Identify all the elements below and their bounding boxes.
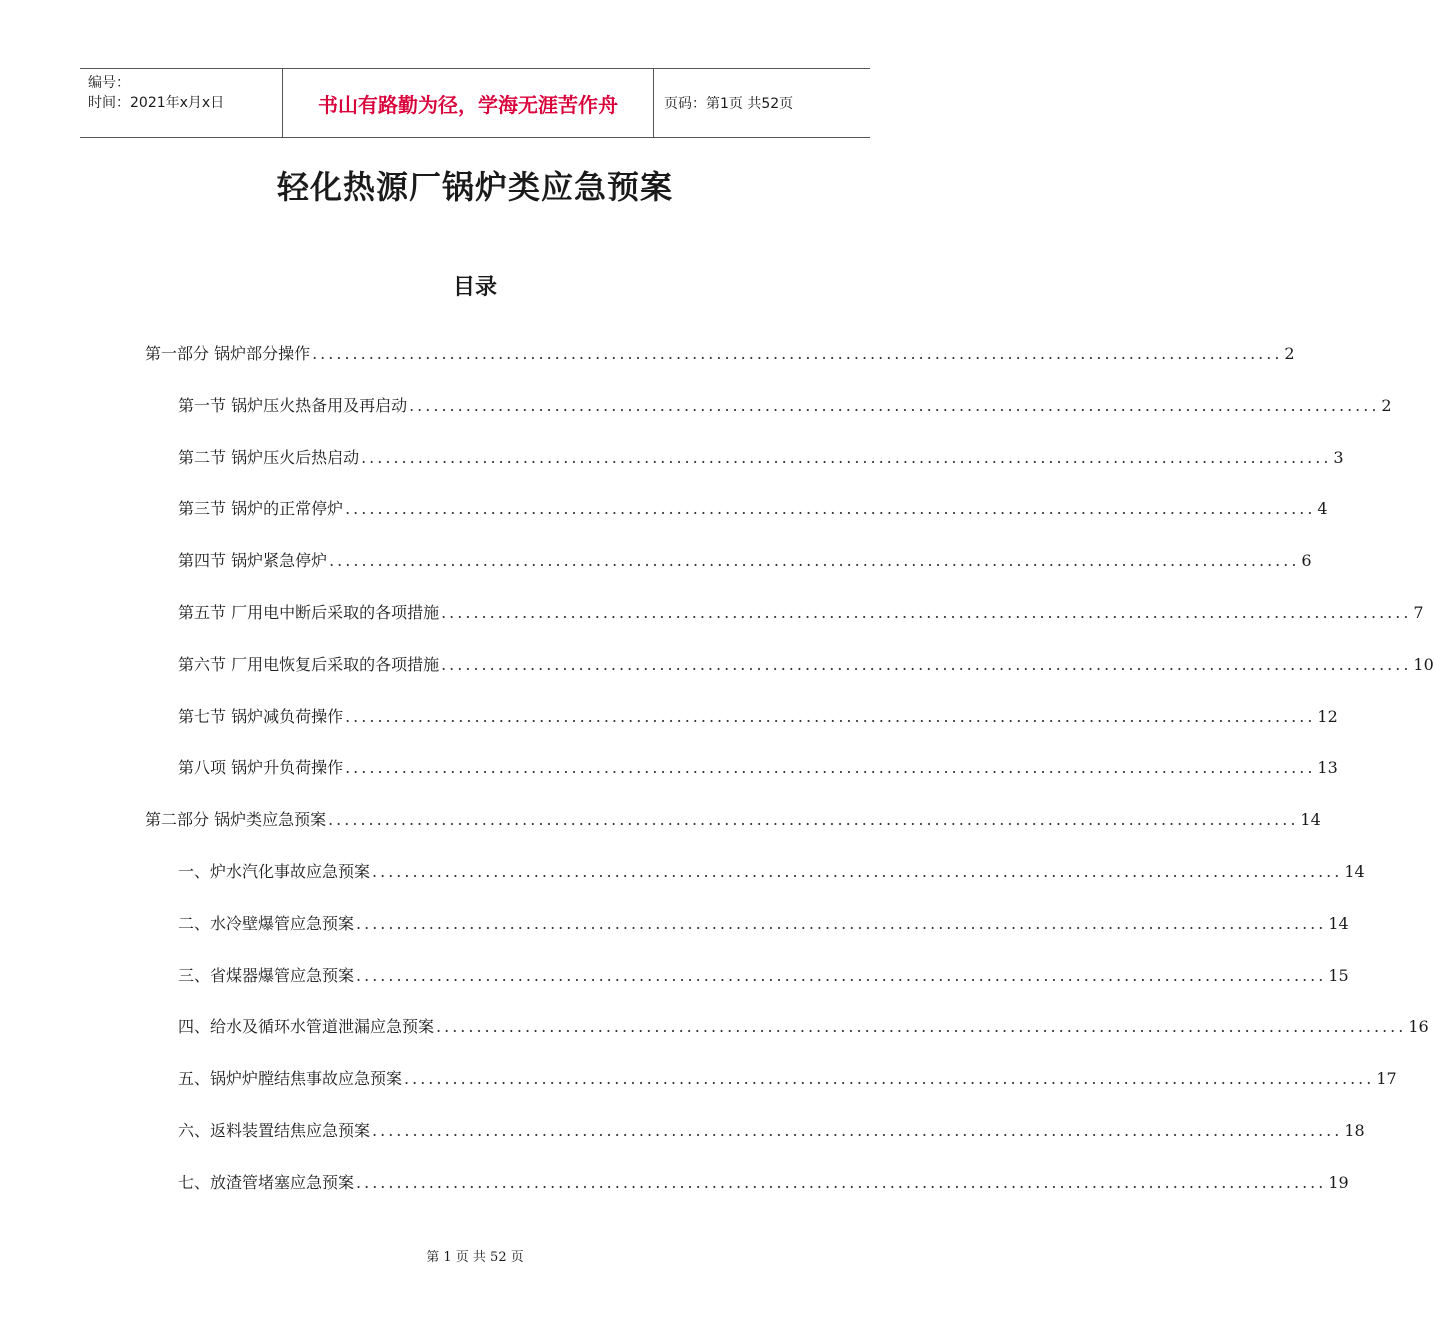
toc-entry-page: 10 [1413, 655, 1434, 674]
toc-entry-label: 第二节 锅炉压火后热启动 [178, 448, 360, 467]
toc-leader-dots: ........................................................................................................................ [441, 655, 1412, 674]
toc-entry-page: 12 [1317, 707, 1338, 726]
toc-entry-label: 二、水冷壁爆管应急预案 [178, 914, 355, 933]
toc-entry[interactable] [178, 912, 1349, 936]
toc-entry[interactable] [178, 1171, 1349, 1195]
toc-leader-dots: ........................................................................................................................ [441, 603, 1412, 622]
toc-entry-label: 第三节 锅炉的正常停炉 [178, 499, 344, 518]
toc-entry-label: 第五节 厂用电中断后采取的各项措施 [178, 603, 440, 622]
toc-entry-page: 17 [1376, 1069, 1397, 1088]
toc-entry-page: 4 [1317, 499, 1328, 518]
toc-entry-page: 13 [1317, 758, 1338, 777]
toc-leader-dots: ........................................................................................................................ [356, 914, 1327, 933]
toc-entry-page: 2 [1284, 344, 1295, 363]
toc-entry-page: 19 [1328, 1173, 1349, 1192]
toc-entry-label: 六、返料装置结焦应急预案 [178, 1121, 371, 1140]
toc-entry-page: 14 [1344, 862, 1365, 881]
toc-leader-dots: ........................................................................................................................ [345, 499, 1316, 518]
toc-entry[interactable] [178, 1015, 1429, 1039]
toc-entry-page: 14 [1300, 810, 1321, 829]
toc-entry[interactable] [178, 860, 1365, 884]
toc-entry[interactable] [178, 549, 1312, 573]
toc-leader-dots: ........................................................................................................................ [372, 1121, 1343, 1140]
document-title: 轻化热源厂锅炉类应急预案 [276, 168, 673, 206]
toc-entry[interactable] [178, 1067, 1397, 1091]
toc-leader-dots: ........................................................................................................................ [404, 1069, 1375, 1088]
page-footer: 第 1 页 共 52 页 [426, 1250, 524, 1265]
toc-entry-page: 15 [1328, 966, 1349, 985]
toc-leader-dots: ........................................................................................................................ [372, 862, 1343, 881]
toc-entry-page: 2 [1381, 396, 1392, 415]
toc-leader-dots: ........................................................................................................................ [436, 1017, 1407, 1036]
toc-entry[interactable] [178, 756, 1338, 780]
toc-leader-dots: ........................................................................................................................ [329, 551, 1300, 570]
toc-entry-label: 第一节 锅炉压火热备用及再启动 [178, 396, 408, 415]
toc-entry-label: 第六节 厂用电恢复后采取的各项措施 [178, 655, 440, 674]
toc-leader-dots: ........................................................................................................................ [312, 344, 1283, 363]
toc-leader-dots: ........................................................................................................................ [356, 1173, 1327, 1192]
toc-entry[interactable] [178, 601, 1424, 625]
toc-entry-page: 18 [1344, 1121, 1365, 1140]
toc-entry[interactable] [178, 497, 1328, 521]
toc-entry-label: 第二部分 锅炉类应急预案 [145, 810, 327, 829]
toc-entry[interactable] [145, 808, 1321, 832]
toc-entry[interactable] [178, 394, 1392, 418]
toc-entry-label: 第一部分 锅炉部分操作 [145, 344, 311, 363]
toc-entry-label: 第七节 锅炉减负荷操作 [178, 707, 344, 726]
toc-entry-label: 七、放渣管堵塞应急预案 [178, 1173, 355, 1192]
toc-entry[interactable] [178, 964, 1349, 988]
toc-entry[interactable] [145, 342, 1295, 366]
toc-entry[interactable] [178, 446, 1344, 470]
toc-entry[interactable] [178, 653, 1434, 677]
toc-leader-dots: ........................................................................................................................ [356, 966, 1327, 985]
toc-entry-label: 四、给水及循环水管道泄漏应急预案 [178, 1017, 435, 1036]
toc-entry[interactable] [178, 705, 1338, 729]
toc-leader-dots: ........................................................................................................................ [328, 810, 1299, 829]
toc-leader-dots: ........................................................................................................................ [361, 448, 1332, 467]
toc-entry-page: 3 [1333, 448, 1344, 467]
toc-leader-dots: ........................................................................................................................ [409, 396, 1380, 415]
toc-entry-page: 14 [1328, 914, 1349, 933]
toc-entry-label: 第八项 锅炉升负荷操作 [178, 758, 344, 777]
document-date-label: 时间：2021年x月x日 [88, 95, 225, 111]
toc-heading: 目录 [452, 275, 497, 300]
document-number-label: 编号： [88, 75, 130, 91]
header-page-info: 页码：第1页 共52页 [664, 96, 794, 112]
toc-leader-dots: ........................................................................................................................ [345, 707, 1316, 726]
toc-entry-label: 五、锅炉炉膛结焦事故应急预案 [178, 1069, 403, 1088]
toc-entry[interactable] [178, 1119, 1365, 1143]
header-motto: 书山有路勤为径，学海无涯苦作舟 [282, 69, 654, 137]
toc-leader-dots: ........................................................................................................................ [345, 758, 1316, 777]
toc-entry-page: 6 [1301, 551, 1312, 570]
toc-entry-label: 第四节 锅炉紧急停炉 [178, 551, 328, 570]
toc-entry-page: 16 [1408, 1017, 1429, 1036]
toc-entry-label: 一、炉水汽化事故应急预案 [178, 862, 371, 881]
toc-entry-label: 三、省煤器爆管应急预案 [178, 966, 355, 985]
toc-entry-page: 7 [1413, 603, 1424, 622]
